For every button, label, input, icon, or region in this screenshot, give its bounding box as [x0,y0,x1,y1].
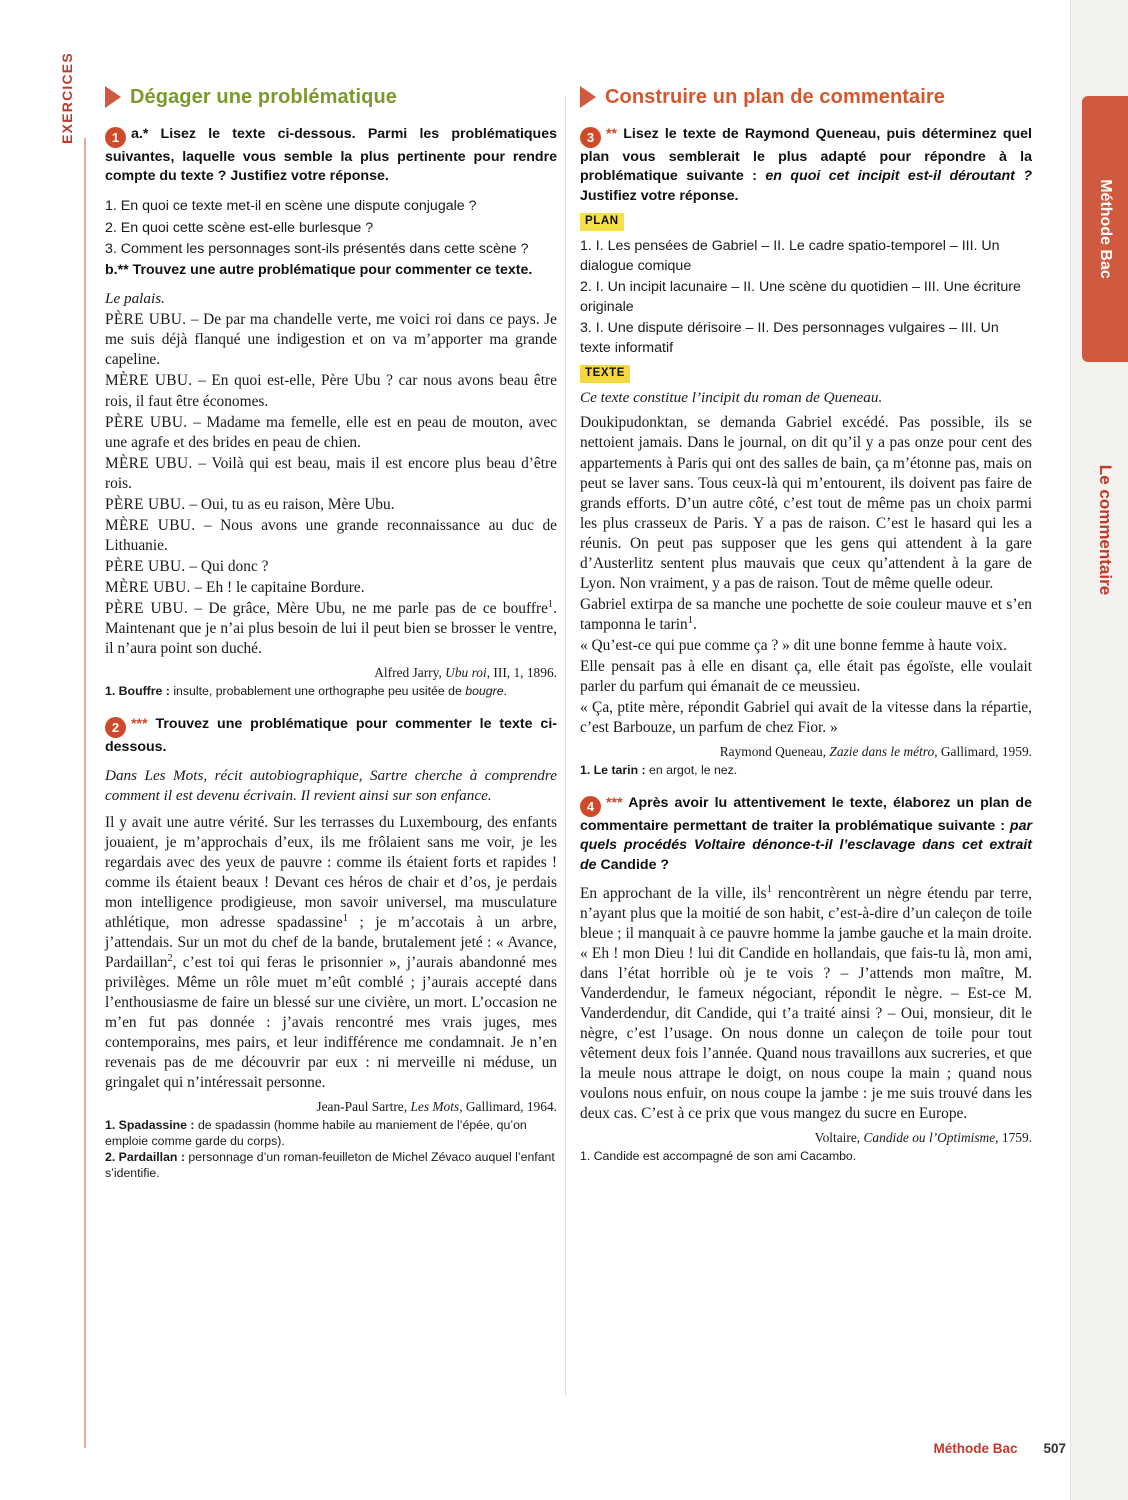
text-paragraph: Gabriel extirpa de sa manche une pochette de soie couleur mauve et s’en tamponna le tarin$^1$. [580,595,1032,633]
option-3: 3. Comment les personnages sont-ils présentés dans cette scène ? [105,240,529,257]
exercise-1-prompt-a: a.* Lisez le texte ci-dessous. Parmi les problématiques suivantes, laquelle vous semble la plus pertinente pour rendre compte du texte ? Justifiez votre réponse. [105,125,557,185]
page-footer [933,1441,1066,1456]
plan-option-3: 3. I. Une dispute dérisoire – II. Des personnages vulgaires – III. Un texte informatif [580,320,999,357]
page-number: 507 [1043,1441,1066,1456]
exercise-number: 3 [580,127,601,148]
exercise-3-source: Raymond Queneau, Zazie dans le métro, Gallimard, 1959. [719,743,1032,759]
exercise-4-prompt: Après avoir lu attentivement le texte, élaborez un plan de commentaire permettant de traiter la problématique suivante : par quels procédés Voltaire dénonce-t-il l’esclavage dans cet extrait de Candide ? [580,794,1032,874]
difficulty-stars: *** [606,794,623,811]
exercise-1 [105,125,557,700]
exercise-2-prompt: Trouvez une problématique pour commenter le texte ci-dessous. [105,715,557,755]
triangle-icon [105,86,121,108]
tab-le-commentaire[interactable] [1088,390,1122,670]
exercise-4-instruction [580,794,1032,877]
difficulty-stars: ** [606,125,618,142]
section-header-plan [580,84,1032,111]
exercise-1-source: Alfred Jarry, Ubu roi, III, 1, 1896. [374,664,557,680]
exercise-number: 4 [580,796,601,817]
exercise-2-footnote-2: 2. Pardaillan : personnage d’un roman-feuilleton de Michel Zévaco auquel l’enfant s’identifie. [105,1149,555,1180]
plan-tag: PLAN [580,213,624,230]
option-1: 1. En quoi ce texte met-il en scène une dispute conjugale ? [105,198,477,215]
play-dialogue [105,310,557,658]
dialogue-line: MÈRE UBU. – Voilà qui est beau, mais il est encore plus beau d’être rois. [105,454,557,492]
tab-methode-bac[interactable] [1082,96,1128,362]
exercise-1-instruction [105,125,557,188]
exercise-3-chapeau: Ce texte constitue l’incipit du roman de Queneau. [580,388,883,406]
stage-direction: Le palais. [105,289,165,307]
exercise-3-prompt: Lisez le texte de Raymond Queneau, puis déterminez quel plan vous semblerait le plus adapté pour répondre à la problématique suivante : en quoi cet incipit est-il déroutant ? Justifiez votre réponse. [580,125,1033,205]
exercise-4-footnote-1: 1. Candide est accompagné de son ami Cacambo. [580,1149,857,1164]
exercise-1-options [105,196,557,258]
dialogue-line: MÈRE UBU. – Eh ! le capitaine Bordure. [105,578,365,596]
text-paragraph: Elle pensait pas à elle en disant ça, elle était pas égoïste, elle voulait parler du parfum qui émanait de ce meussieu. [580,657,1032,695]
text-paragraph: « Qu’est-ce qui pue comme ça ? » dit une bonne femme à haute voix. [580,636,1007,654]
queneau-text [580,413,1032,737]
dialogue-line: PÈRE UBU. – De grâce, Mère Ubu, ne me parle pas de ce bouffre$^1$. Maintenant que je n’ai plus besoin de lui il peut bien se brosser le ventre, il n’aura point son duché. [105,598,557,657]
dialogue-line: MÈRE UBU. – En quoi est-elle, Père Ubu ? car nous avons beau être rois, il faut être économes. [105,372,557,410]
plan-option-1: 1. I. Les pensées de Gabriel – II. Le cadre spatio-temporel – III. Un dialogue comique [580,237,1000,274]
exercise-2-text: Il y avait une autre vérité. Sur les terrasses du Luxembourg, des enfants jouaient, je m’approchais d’eux, ils me frôlaient sans me voir, je les regardais avec des yeux de pauvre : comme ils étaient forts et rapides ! comme ils étaient beaux ! Devant ces héros de chair et d’os, je perdais mon intelligence prodigieuse, mon savoir universel, ma musculature athlétique, mon adresse spadassine$^1$ ; je m’accotais à un arbre, j’attendais. Sur un mot du chef de la bande, brutalement jeté : « Avance, Pardaillan$^2$, c’est toi qui feras le prisonnier », j’aurais abandonné mes privilèges. Même un rôle muet m’eût comblé ; j’aurais accepté dans l’enthousiasme de faire un blessé sur une civière, un mort. L’occasion ne m’en fut pas donnée : j’avais rencontré mes vrais juges, mes contemporains, mes pairs, et leur indifférence me condamnait. Je n’en revenais pas de me découvrir par eux : ni merveille ni méduse, un gringalet qui n’intéressait personne. [105,813,557,1092]
exercise-number: 2 [105,717,126,738]
exercise-2-instruction [105,715,557,758]
dialogue-line: PÈRE UBU. – Madame ma femelle, elle est en peau de mouton, avec une agrafe et des brides en peau de chien. [105,413,557,451]
triangle-icon [580,86,596,108]
exercise-1-prompt-b: b.** Trouvez une autre problématique pour commenter ce texte. [105,261,533,278]
column-divider [565,96,566,1396]
plan-option-2: 2. I. Un incipit lacunaire – II. Une scène du quotidien – III. Une écriture originale [580,278,1021,315]
dialogue-line: PÈRE UBU. – De par ma chandelle verte, me voici roi dans ce pays. Je me suis déjà flanqué une indigestion et on va m’apporter ma grande capeline. [105,311,557,369]
exercise-2 [105,715,557,1182]
texte-tag: TEXTE [580,365,630,382]
exercise-3-footnote-1: 1. Le tarin : en argot, le nez. [580,762,738,777]
tab-le-commentaire-label: Le commentaire [1096,464,1115,596]
option-2: 2. En quoi cette scène est-elle burlesque ? [105,219,374,236]
dialogue-line: MÈRE UBU. – Nous avons une grande reconnaissance au duc de Lithuanie. [105,516,557,554]
dialogue-line: PÈRE UBU. – Oui, tu as eu raison, Mère Ubu. [105,495,395,513]
exercise-4-source: Voltaire, Candide ou l’Optimisme, 1759. [814,1130,1032,1146]
difficulty-stars: *** [131,715,148,732]
exercices-side-bar [56,28,76,1408]
section-title: Dégager une problématique [130,86,397,108]
left-column [105,84,557,1192]
footer-label: Méthode Bac [933,1441,1018,1456]
exercise-2-footnote-1: 1. Spadassine : de spadassin (homme habile au maniement de l’épée, qu’on emploie comme garde du corps). [105,1117,527,1148]
exercise-3 [580,125,1032,779]
exercices-label: EXERCICES [59,52,75,144]
section-title: Construire un plan de commentaire [605,86,946,108]
exercise-4 [580,794,1032,1166]
text-paragraph: Doukipudonktan, se demanda Gabriel excédé. Pas possible, ils se nettoient jamais. Dans le journal, on dit qu’il y a pas onze pour cent des appartements à Paris qui ont des salles de bain, ça m’étonne pas, mais on peut se laver sans. Tous ceux-là qui m’entourent, ils doivent pas faire de grands efforts. D’un autre côté, c’est tout de même pas un choix parmi les plus crasseux de Paris. Y a pas de raison. C’est le hasard qui les a réunis. On peut pas supposer que les gens qui attendent à la gare d’Austerlitz sentent plus mauvais que ceux qu’attendent à la gare de Lyon. Non vraiment, y a pas de raison. Tout de même quelle odeur. [580,414,1032,592]
exercise-2-source: Jean-Paul Sartre, Les Mots, Gallimard, 1964. [316,1099,557,1115]
exercise-2-chapeau: Dans Les Mots, récit autobiographique, Sartre cherche à comprendre comment il est devenu écrivain. Il revient ainsi sur son enfance. [105,767,557,805]
right-column [580,84,1032,1175]
exercise-number: 1 [105,127,126,148]
left-rule [84,138,86,1448]
plan-options [580,236,1032,359]
exercise-4-text: En approchant de la ville, ils$^1$ rencontrèrent un nègre étendu par terre, n’ayant plus que la moitié de son habit, c’est-à-dire d’un caleçon de toile bleue ; il manquait à ce pauvre homme la jambe gauche et la main droite. « Eh ! mon Dieu ! lui dit Candide en hollandais, que fais-tu là, mon ami, dans l’état horrible où je te vois ? – J’attends mon maître, M. Vanderdendur, le fameux négociant, répondit le nègre. – Est-ce M. Vanderdendur, dit Candide, qui t’a traité ainsi ? – Oui, monsieur, dit le nègre, c’est l’usage. On nous donne un caleçon de toile pour tout vêtement deux fois l’année. Quand nous travaillons aux sucreries, et que la meule nous attrape le doigt, on nous coupe la main ; quand nous voulons nous enfuir, on nous coupe la jambe : je me suis trouvé dans les deux cas. C’est à ce prix que vous mangez du sucre en Europe. [580,884,1032,1123]
exercise-3-instruction [580,125,1032,208]
section-header-problematique [105,84,557,111]
dialogue-line: PÈRE UBU. – Qui donc ? [105,557,269,575]
text-paragraph: « Ça, ptite mère, répondit Gabriel qui avait de la vitesse dans la répartie, c’est Barbouze, un parfum de chez Fior. » [580,698,1032,736]
tab-methode-bac-label: Méthode Bac [1097,179,1114,279]
exercise-1-footnote-1: 1. Bouffre : insulte, probablement une orthographe peu usitée de bougre. [105,683,507,698]
